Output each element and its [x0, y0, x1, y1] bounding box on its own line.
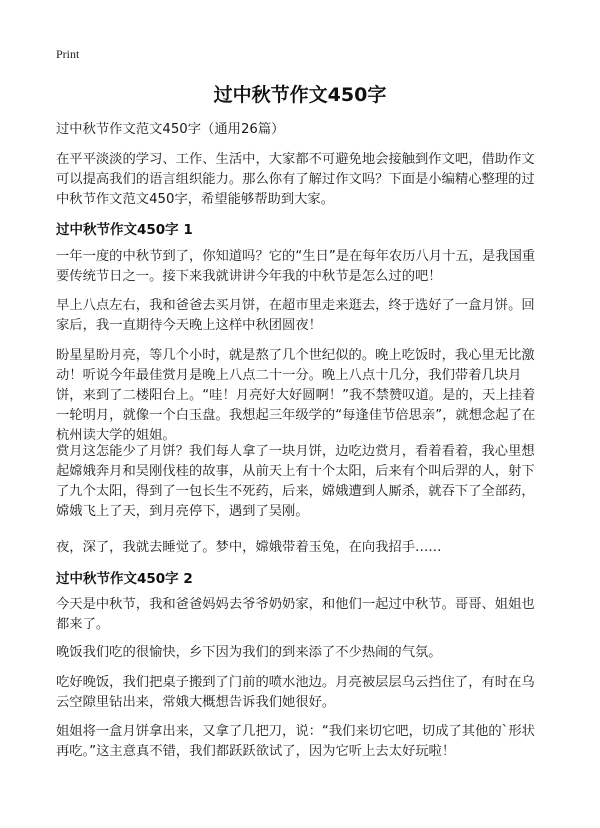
section-heading-1: 过中秋节作文450字 1	[56, 222, 193, 238]
section1-paragraph-3: 盼星星盼月亮，等几个小时，就是熬了几个世纪似的。晚上吃饭时，我心里无比激动！听说今年最佳赏月是晚上八点二十一分。晚上八点十几分，我们带着几块月饼，来到了二楼阳台上。“哇！月亮好大好圆啊！”我不禁赞叹道。是的，天上挂着一轮明月，就像一个白玉盘。我想起三年级学的“每逢佳节倍思亲”，就想念起了在杭州读大学的姐姐。	[56, 348, 536, 443]
section1-paragraph-2: 早上八点左右，我和爸爸去买月饼，在超市里走来逛去，终于选好了一盒月饼。回家后，我一直期待今天晚上这样中秋团圆夜！	[56, 298, 535, 333]
section2-paragraph-4: 姐姐将一盒月饼拿出来，又拿了几把刀，说：“我们来切它吧，切成了其他的`形状再吃。”这主意真不错，我们都跃跃欲试了，因为它听上去太好玩啦！	[56, 724, 535, 759]
subtitle: 过中秋节作文范文450字（通用26篇）	[56, 122, 285, 137]
section2-paragraph-2: 晚饭我们吃的很愉快，乡下因为我们的到来添了不少热闹的气氛。	[56, 645, 442, 660]
section1-paragraph-5: 夜，深了，我就去睡觉了。梦中，嫦娥带着玉兔，在向我招手……	[56, 540, 442, 555]
section2-paragraph-3: 吃好晚饭，我们把桌子搬到了门前的喷水池边。月亮被层层乌云挡住了，有时在乌云空隙里钻出来，常娥大概想告诉我们她很好。	[56, 675, 535, 710]
section-heading-2: 过中秋节作文450字 2	[56, 571, 193, 587]
section1-paragraph-4: 赏月这怎能少了月饼？我们每人拿了一块月饼，边吃边赏月，看着看着，我心里想起嫦娥奔月和吴刚伐桂的故事，从前天上有十个太阳，后来有个叫后羿的人，射下了九个太阳，得到了一包长生不死药，后来，嫦娥遭到人厮杀，就吞下了全部药，嫦娥飞上了天，到月亮停下，遇到了吴刚。	[56, 444, 535, 519]
section2-paragraph-1: 今天是中秋节，我和爸爸妈妈去爷爷奶奶家，和他们一起过中秋节。哥哥、姐姐也都来了。	[56, 597, 535, 632]
intro-paragraph: 在平平淡淡的学习、工作、生活中，大家都不可避免地会接触到作文吧，借助作文可以提高我们的语言组织能力。那么你有了解过作文吗？下面是小编精心整理的过中秋节作文范文450字，希望能够帮助到大家。	[56, 152, 535, 207]
print-label[interactable]: Print	[56, 47, 80, 61]
section1-paragraph-1: 一年一度的中秋节到了，你知道吗？它的“生日”是在每年农历八月十五，是我国重要传统节日之一。接下来我就讲讲今年我的中秋节是怎么过的吧！	[56, 249, 536, 284]
page-title: 过中秋节作文450字	[213, 84, 387, 106]
